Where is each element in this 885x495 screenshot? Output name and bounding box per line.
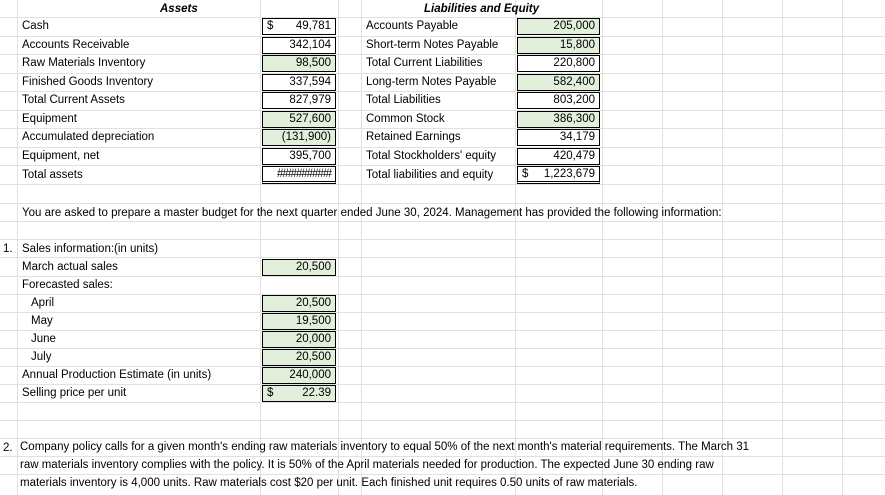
forecast-label: Forecasted sales: <box>22 279 113 291</box>
liab-value-long-term-notes[interactable]: 582,400 <box>517 74 600 91</box>
intro-text: You are asked to prepare a master budget for the next quarter ended June 30, 2024. Management has provided the following information: <box>22 207 722 219</box>
asset-value-raw-materials[interactable]: 98,500 <box>262 55 336 72</box>
annual-production-label: Annual Production Estimate (in units) <box>22 369 212 381</box>
liab-value-common-stock[interactable]: 386,300 <box>517 111 600 128</box>
liab-value-total-liabilities[interactable]: 803,200 <box>517 92 600 109</box>
selling-price-label: Selling price per unit <box>22 387 127 399</box>
liab-label-total-liabilities: Total Liabilities <box>366 94 441 106</box>
currency-symbol: $ <box>267 387 274 399</box>
assets-header: Assets <box>160 3 198 15</box>
month-label-may: May <box>31 315 53 327</box>
liab-label-total-liab-equity: Total liabilities and equity <box>366 169 494 181</box>
asset-label-equipment-net: Equipment, net <box>22 150 100 162</box>
liab-label-accounts-payable: Accounts Payable <box>366 20 459 32</box>
month-value-june[interactable]: 20,000 <box>262 331 336 348</box>
asset-label-cash: Cash <box>22 20 49 32</box>
asset-label-total-assets: Total assets <box>22 169 83 181</box>
policy-line-1: Company policy calls for a given month's ending raw materials inventory to equal 50% of the next month's material requirements. The March 31 <box>20 441 750 453</box>
asset-value-accumulated-depreciation[interactable]: (131,900) <box>262 129 336 146</box>
asset-label-accounts-receivable: Accounts Receivable <box>22 39 130 51</box>
march-sales-label: March actual sales <box>22 261 118 273</box>
liab-label-stockholders-equity: Total Stockholders' equity <box>366 150 497 162</box>
liab-value-total-current[interactable]: 220,800 <box>517 55 600 72</box>
asset-label-total-current: Total Current Assets <box>22 94 125 106</box>
march-sales-value[interactable]: 20,500 <box>262 259 336 276</box>
row-marker-2: 2. <box>3 442 13 454</box>
asset-value-equipment-net[interactable]: 395,700 <box>262 148 336 165</box>
month-label-april: April <box>31 297 55 309</box>
asset-value-equipment[interactable]: 527,600 <box>262 111 336 128</box>
asset-label-accumulated-depreciation: Accumulated depreciation <box>22 131 155 143</box>
asset-value-finished-goods[interactable]: 337,594 <box>262 74 336 91</box>
asset-value-total-current[interactable]: 827,979 <box>262 92 336 109</box>
month-label-july: July <box>31 351 52 363</box>
liab-label-retained-earnings: Retained Earnings <box>366 131 461 143</box>
selling-price-value[interactable]: $ 22.39 <box>262 385 336 402</box>
annual-production-value[interactable]: 240,000 <box>262 367 336 384</box>
asset-label-raw-materials: Raw Materials Inventory <box>22 57 146 69</box>
asset-value-total-assets[interactable]: ########## <box>262 166 336 184</box>
currency-symbol: $ <box>267 20 274 32</box>
liab-label-total-current: Total Current Liabilities <box>366 57 483 69</box>
liabilities-header: Liabilities and Equity <box>424 3 540 15</box>
month-value-july[interactable]: 20,500 <box>262 349 336 366</box>
liab-value-accounts-payable[interactable]: 205,000 <box>517 18 600 35</box>
currency-symbol: $ <box>522 168 529 180</box>
liab-label-common-stock: Common Stock <box>366 113 445 125</box>
liab-label-short-term-notes: Short-term Notes Payable <box>366 39 499 51</box>
liab-value-short-term-notes[interactable]: 15,800 <box>517 37 600 54</box>
month-value-april[interactable]: 20,500 <box>262 295 336 312</box>
month-label-june: June <box>31 333 56 345</box>
month-value-may[interactable]: 19,500 <box>262 313 336 330</box>
liab-value-total-liab-equity[interactable]: $ 1,223,679 <box>517 166 600 184</box>
liab-value-stockholders-equity[interactable]: 420,479 <box>517 148 600 165</box>
asset-label-equipment: Equipment <box>22 113 77 125</box>
liab-label-long-term-notes: Long-term Notes Payable <box>366 76 497 88</box>
sales-heading: Sales information:(in units) <box>22 243 159 255</box>
liab-value-retained-earnings[interactable]: 34,179 <box>517 129 600 146</box>
policy-line-2: raw materials inventory complies with the policy. It is 50% of the April materials needed for production. The expected June 30 ending raw <box>20 459 714 471</box>
policy-line-3: materials inventory is 4,000 units. Raw materials cost $20 per unit. Each finished unit requires 0.50 units of raw materials. <box>20 477 638 489</box>
asset-value-cash[interactable]: $ 49,781 <box>262 18 336 35</box>
asset-label-finished-goods: Finished Goods Inventory <box>22 76 154 88</box>
row-marker-1: 1. <box>3 243 13 255</box>
asset-value-accounts-receivable[interactable]: 342,104 <box>262 37 336 54</box>
